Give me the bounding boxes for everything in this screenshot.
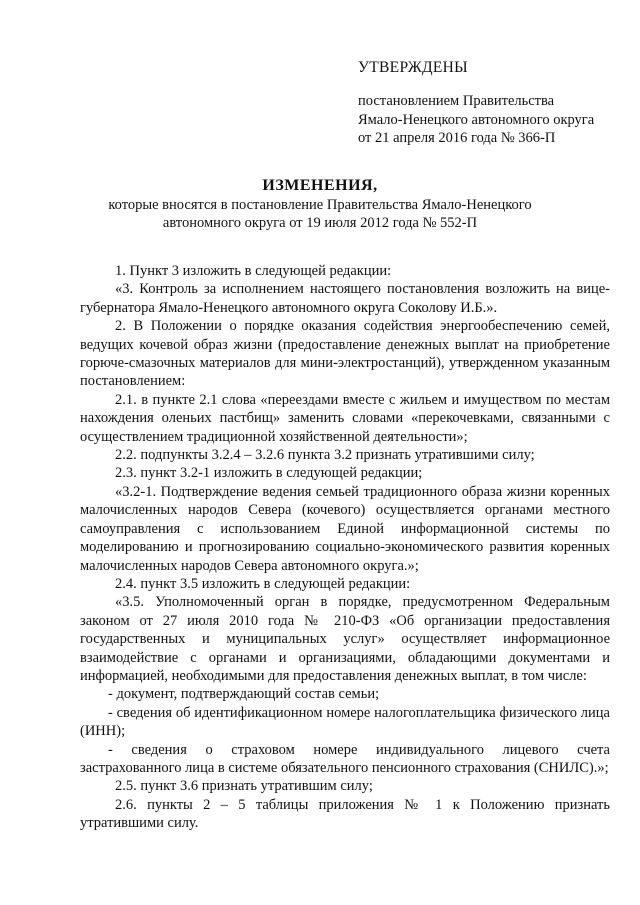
- approval-line-decree: постановлением Правительства: [358, 93, 555, 109]
- approval-line-government: Ямало-Ненецкого автономного округа: [358, 111, 595, 128]
- document-body: [80, 262, 610, 833]
- list-item-snils: - сведения о страховом номере индивидуального лицевого счета застрахованного лица в системе обязательного пенсионного страхования (СНИЛС).»;: [80, 741, 610, 776]
- paragraph-1-quote: «3. Контроль за исполнением настоящего постановления возложить на вице-губернатора Ямало-Ненецкого автономного округа Соколову И.Б.».: [80, 281, 610, 316]
- paragraph-2-3-quote: «3.2-1. Подтверждение ведения семьей традиционного образа жизни коренных малочисленных народов Севера (кочевого) осуществляется органами местного самоуправления с использованием Единой информационной системы по моделированию и прогнозированию социально-экономического развития коренных малочисленных народов Севера автономного округа.»;: [80, 483, 610, 574]
- paragraph-2-4: 2.4. пункт 3.5 изложить в следующей редакции:: [115, 575, 411, 592]
- document-subtitle-line: автономного округа от 19 июля 2012 года № 552-П: [162, 215, 478, 231]
- document-title: ИЗМЕНЕНИЯ,: [262, 177, 378, 194]
- paragraph-2-4-quote: «3.5. Уполномоченный орган в порядке, предусмотренном Федеральным законом от 27 июля 2010 года № 210-ФЗ «Об организации предоставления государственных и муниципальных услуг» осуществляет информационное взаимодействие с органами и организациями, обладающими документами и информацией, необходимыми для предоставления денежных выплат, в том числе:: [80, 594, 610, 684]
- list-item-family-doc: - документ, подтверждающий состав семьи;: [108, 686, 380, 703]
- paragraph-2-2: 2.2. подпункты 3.2.4 – 3.2.6 пункта 3.2 признать утратившими силу;: [115, 447, 535, 464]
- title-block: [70, 176, 570, 232]
- approval-line-date: от 21 апреля 2016 года № 366-П: [358, 130, 556, 146]
- list-item-inn: - сведения об идентификационном номере налогоплательщика физического лица (ИНН);: [80, 704, 610, 740]
- paragraph-2: 2. В Положении о порядке оказания содействия энергообеспечению семей, ведущих кочевой образ жизни (предоставление денежных выплат на приобретение горюче-смазочных материалов для мини-электростанций), утвержденном указанным постановлением:: [80, 318, 610, 390]
- paragraph-2-3: 2.3. пункт 3.2-1 изложить в следующей редакции;: [115, 465, 423, 482]
- approval-heading: УТВЕРЖДЕНЫ: [358, 59, 468, 76]
- paragraph-2-6: 2.6. пункты 2 – 5 таблицы приложения № 1 к Положению признать утратившими силу.: [80, 796, 610, 832]
- document-subtitle-line: которые вносятся в постановление Правительства Ямало-Ненецкого: [108, 197, 532, 213]
- paragraph-2-5: 2.5. пункт 3.6 признать утратившим силу;: [115, 778, 373, 795]
- paragraph-1: 1. Пункт 3 изложить в следующей редакции:: [115, 263, 392, 279]
- approval-block: [358, 58, 628, 148]
- paragraph-2-1: 2.1. в пункте 2.1 слова «переездами вместе с жильем и имуществом по местам нахождения оленьих пастбищ» заменить словами «перекочевками, связанными с осуществлением традиционной хозяйственной деятельности»;: [80, 391, 610, 445]
